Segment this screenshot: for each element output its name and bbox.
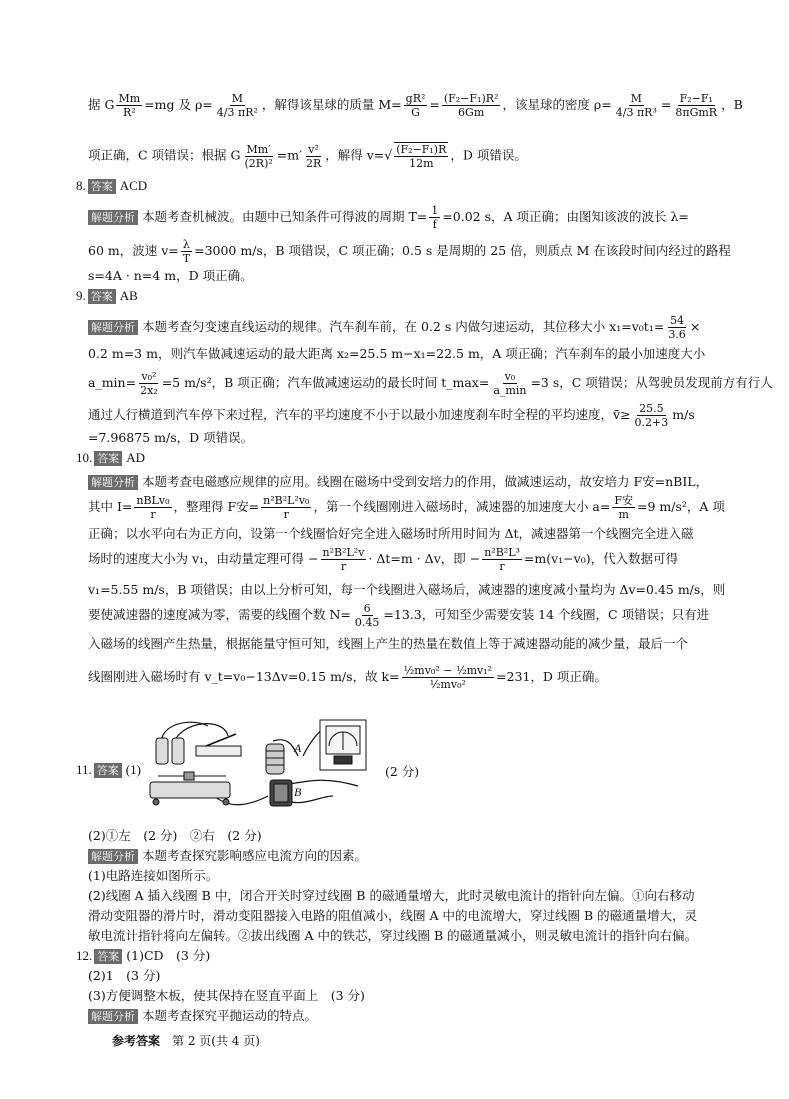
- fraction-num: ½mv₀² − ½mv₁²: [403, 664, 493, 677]
- fraction: [402, 664, 494, 691]
- text: 据 G: [88, 97, 115, 112]
- fraction: [243, 143, 275, 170]
- text: s=4A · n=4 m，D 项正确。: [88, 268, 253, 283]
- fraction-num: v₀²: [141, 370, 157, 383]
- text: =m(v₁−v₀)，代入数据可得: [523, 551, 679, 566]
- question-header: [76, 450, 145, 466]
- fraction-num: (F₂−F₁)R: [396, 143, 447, 156]
- fraction: [304, 143, 323, 170]
- fraction-num: 54: [670, 314, 685, 327]
- coil-b-label: B: [294, 785, 302, 799]
- text: 本题考查匀变速直线运动的规律。汽车刹车前，在 0.2 s 内做匀速运动，其位移大小 x₁=v₀t₁=: [142, 319, 665, 334]
- text: 其中 I=: [88, 499, 133, 514]
- fraction-den: r: [499, 560, 505, 573]
- text-line: [88, 238, 731, 265]
- text-line: [88, 1006, 317, 1024]
- galvanometer: [320, 720, 366, 770]
- text: =: [660, 97, 672, 112]
- text: 场时的速度大小为 v₁，由动量定理可得 −: [88, 551, 319, 566]
- fraction-num: v²: [308, 142, 319, 156]
- fraction-den: r: [150, 508, 156, 521]
- footer-title: 参考答案: [112, 1034, 161, 1048]
- text: =231，D 项正确。: [496, 669, 607, 684]
- fraction: [614, 92, 659, 119]
- answer-tag: 答案: [94, 949, 122, 964]
- fraction: [321, 546, 367, 573]
- text-line: [88, 866, 218, 884]
- text-line: [88, 524, 694, 542]
- fraction-num: Mm: [118, 92, 141, 105]
- fraction-num: nBLv₀: [136, 494, 170, 507]
- fraction-num: 25.5: [639, 402, 664, 415]
- text-line: [88, 428, 253, 446]
- answer-tag: 答案: [94, 763, 122, 778]
- fraction: [666, 314, 688, 341]
- fraction: [134, 494, 171, 521]
- text-line: [88, 602, 709, 629]
- text: 滑动变阻器的滑片时，滑动变阻器接入电路的阻值减小，线圈 A 中的电流增大，穿过线圈 B 的磁通量增大，灵: [88, 908, 698, 923]
- fraction-den: 2R: [305, 156, 322, 170]
- text: ，B: [721, 97, 743, 112]
- text: =13.3，可知至少需要安装 14 个线圈，C 项错误；只有进: [383, 607, 710, 622]
- fraction-num: F安: [614, 494, 633, 507]
- answer-value: AD: [126, 450, 146, 465]
- text: =m′: [276, 147, 302, 163]
- fraction: [261, 494, 311, 521]
- fraction: [116, 92, 142, 119]
- text-line: [88, 664, 607, 691]
- text-line: [88, 472, 708, 490]
- fraction-num: n²B²L²v₀: [263, 494, 310, 507]
- page-number: 第 2 页(共 4 页): [172, 1034, 260, 1048]
- question-number: 12.: [76, 948, 93, 963]
- text-line: [88, 370, 773, 397]
- question-header: [76, 288, 138, 304]
- fraction-den: G: [411, 106, 420, 119]
- text: =7.96875 m/s，D 项错误。: [88, 430, 254, 445]
- text-line: [88, 966, 160, 984]
- answer-tag: 答案: [94, 451, 122, 466]
- fraction-num: M: [231, 92, 243, 105]
- coil-a: [266, 744, 284, 774]
- fraction-den: 3.6: [668, 328, 686, 341]
- text: 敏电流计指针将向左偏转。②拔出线圈 A 中的铁芯，穿过线圈 B 的磁通量减小，则灵敏电流计的指针向右偏。: [88, 928, 698, 943]
- fraction: [633, 402, 671, 429]
- fraction-num: v₀: [504, 370, 516, 383]
- rheostat: [150, 772, 230, 805]
- text: =mg 及 ρ=: [144, 97, 213, 112]
- text-line: [88, 926, 697, 944]
- text: 项正确，C 项错误；根据 G: [88, 147, 241, 163]
- fraction: [442, 92, 501, 119]
- text-line: [88, 494, 725, 521]
- text-line: [88, 142, 527, 170]
- text: =0.02 s，A 项正确；由图知该波的波长 λ=: [442, 209, 689, 224]
- text: 0.2 m=3 m，则汽车做减速运动的最大距离 x₂=25.5 m−x₁=22.5 m，A 项正确；汽车刹车的最小加速度大小: [88, 346, 706, 361]
- question-number: 10.: [76, 450, 93, 465]
- analysis-tag: 解题分析: [88, 849, 138, 864]
- text: ，解得该星球的质量 M=: [261, 97, 402, 112]
- fraction-den: m: [618, 508, 629, 521]
- fraction: [394, 142, 448, 170]
- text: ×: [689, 319, 701, 334]
- analysis-tag: 解题分析: [88, 1009, 138, 1024]
- fraction-den: 8πGmR: [675, 106, 718, 119]
- fraction-den: 4/3 πR³: [615, 106, 657, 119]
- text: =: [429, 97, 440, 112]
- text: 线圈刚进入磁场时有 v_t=v₀−13Δv=0.15 m/s，故 k=: [88, 669, 400, 684]
- fraction-den: (2R)²: [244, 156, 273, 170]
- text: ，整理得 F安=: [173, 499, 260, 514]
- text-line: [88, 906, 697, 924]
- question-number: 9.: [76, 288, 86, 303]
- fraction-den: f: [432, 218, 437, 231]
- fraction: [482, 546, 522, 573]
- fraction: [181, 238, 192, 265]
- question-header: [76, 762, 141, 778]
- fraction-num: 6: [363, 602, 371, 615]
- fraction-den: r: [283, 508, 289, 521]
- text: (2)①左 (2 分) ②右 (2 分): [88, 828, 262, 843]
- text: v₁=5.55 m/s，B 项错误；由以上分析可知，每一个线圈进入磁场后，减速器的速度减小量均为 Δv=0.45 m/s，则: [88, 582, 726, 597]
- text-line: [88, 92, 743, 119]
- fraction: [353, 602, 382, 629]
- fraction-num: (F₂−F₁)R²: [443, 92, 499, 105]
- text: (2 分): [385, 764, 420, 779]
- text: 入磁场的线圈产生热量，根据能量守恒可知，线圈上产生的热量在数值上等于减速器动能的减少量，最后一个: [88, 636, 689, 651]
- battery-left: [156, 738, 184, 764]
- text: ，解得 v=: [325, 147, 385, 163]
- analysis-tag: 解题分析: [88, 475, 138, 490]
- answer-value: (1)CD (3 分): [126, 948, 211, 963]
- text: (3)方便调整木板，使其保持在竖直平面上 (3 分): [88, 988, 365, 1003]
- text-line: [88, 314, 700, 341]
- text: 本题考查电磁感应规律的应用。线圈在磁场中受到安培力的作用，做减速运动，故安培力 F安=nBIL，: [142, 474, 709, 489]
- fraction-num: 1: [431, 204, 439, 217]
- analysis-tag: 解题分析: [88, 320, 138, 335]
- fraction: [491, 370, 528, 397]
- question-header: [76, 178, 147, 194]
- fraction-den: 12m: [409, 157, 434, 170]
- answer-tag: 答案: [88, 179, 116, 194]
- fraction: [404, 92, 428, 119]
- answer-part: (1): [125, 762, 141, 777]
- text: m/s: [672, 407, 695, 422]
- text: a_min=: [88, 375, 137, 390]
- fraction: [138, 370, 160, 397]
- fraction-den: R²: [122, 106, 136, 119]
- fraction: [673, 92, 719, 119]
- analysis-tag: 解题分析: [88, 210, 138, 225]
- text: · Δt=m · Δv，即 −: [368, 551, 481, 566]
- fraction-den: a_min: [493, 384, 527, 397]
- fraction-den: 2x₂: [140, 384, 158, 397]
- fraction-den: ½mv₀²: [429, 678, 466, 691]
- text: 正确；以水平向右为正方向，设第一个线圈恰好完全进入磁场时所用时间为 Δt，减速器第一个线圈完全进入磁: [88, 526, 694, 541]
- text-line: [88, 886, 694, 904]
- fraction-num: gR²: [405, 92, 426, 105]
- answer-value: AB: [119, 288, 138, 303]
- text: 本题考查机械波。由题中已知条件可得波的周期 T=: [142, 209, 428, 224]
- text: =9 m/s²，A 项: [637, 499, 725, 514]
- sqrt-symbol: √: [384, 147, 393, 163]
- text-line: [88, 634, 688, 652]
- text-line: [88, 402, 695, 429]
- switch: [196, 734, 241, 756]
- text-line: [88, 986, 365, 1004]
- text: =5 m/s²，B 项正确；汽车做减速运动的最长时间 t_max=: [161, 375, 490, 390]
- text: 本题考查探究影响感应电流方向的因素。: [142, 848, 368, 863]
- text-line: [88, 826, 262, 844]
- text: 要使减速器的速度减为零，需要的线圈个数 N=: [88, 607, 351, 622]
- question-number: 8.: [76, 178, 86, 193]
- fraction: [612, 494, 635, 521]
- coil-a-label: A: [294, 741, 302, 755]
- circuit-diagram: [148, 716, 378, 816]
- text-line: [88, 344, 705, 362]
- text-line: [88, 580, 725, 598]
- page-footer: [112, 1032, 260, 1049]
- coil-b: [270, 780, 292, 806]
- answer-tag: 答案: [88, 289, 116, 304]
- text: (1)电路连接如图所示。: [88, 868, 219, 883]
- fraction-num: n²B²L²v: [322, 546, 365, 559]
- text: ，该星球的密度 ρ=: [502, 97, 612, 112]
- fraction-num: M: [630, 92, 642, 105]
- text-line: [88, 266, 253, 284]
- question-number: 11.: [76, 762, 92, 777]
- text: (2)1 (3 分): [88, 968, 161, 983]
- fraction-den: 0.45: [354, 616, 380, 629]
- fraction-den: 0.2+3: [634, 416, 669, 429]
- text: =3 s，C 项错误；从驾驶员发现前方有行人: [530, 375, 773, 390]
- text: 通过人行横道到汽车停下来过程，汽车的平均速度不小于以最小加速度刹车时全程的平均速度，v̄≥: [88, 407, 631, 422]
- fraction: [429, 204, 440, 231]
- fraction: [215, 92, 260, 119]
- text: (2)线圈 A 插入线圈 B 中，闭合开关时穿过线圈 B 的磁通量增大，此时灵敏电流计的指针向左偏。①向右移动: [88, 888, 695, 903]
- fraction-den: r: [340, 560, 347, 573]
- text: =3000 m/s，B 项错误，C 项正确；0.5 s 是周期的 25 倍，则质点 M 在该段时间内经过的路程: [194, 243, 731, 258]
- fraction-den: 4/3 πR²: [216, 106, 258, 119]
- fraction-den: T: [182, 252, 191, 265]
- fraction-num: F₂−F₁: [679, 92, 713, 105]
- text: 本题考查探究平抛运动的特点。: [142, 1008, 318, 1023]
- fraction-num: n²B²L³: [484, 546, 520, 559]
- text-line: [88, 846, 367, 864]
- text-line: [88, 204, 689, 231]
- text: 60 m，波速 v=: [88, 243, 179, 258]
- score-label: [385, 762, 419, 780]
- fraction-num: λ: [182, 238, 190, 251]
- fraction-den: 6Gm: [458, 106, 485, 119]
- fraction-num: Mm′: [246, 142, 271, 156]
- text: ，D 项错误。: [450, 147, 527, 163]
- question-header: [76, 946, 210, 964]
- text-line: [88, 546, 678, 573]
- text: ，第一个线圈刚进入磁场时，减速器的加速度大小 a=: [313, 499, 611, 514]
- answer-value: ACD: [119, 178, 148, 193]
